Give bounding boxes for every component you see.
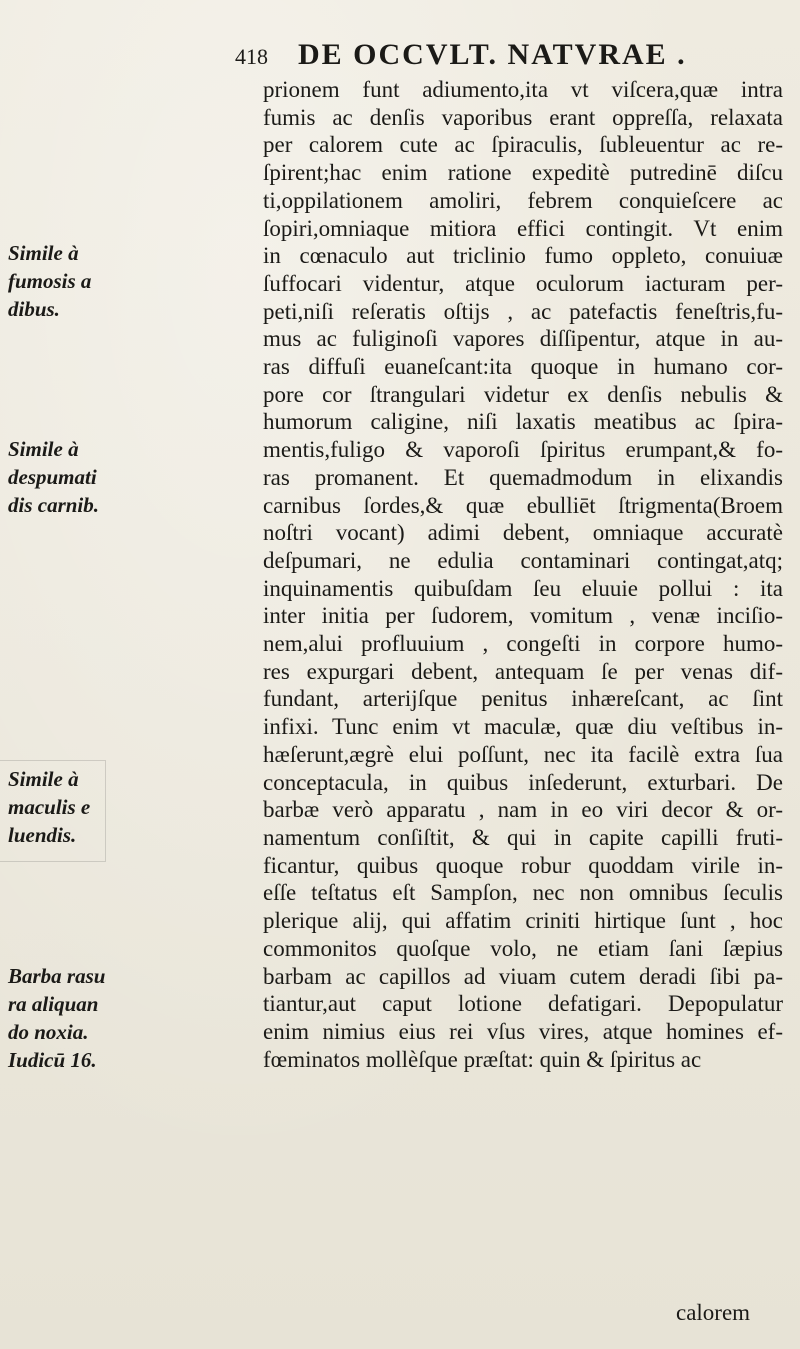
margin-note-line: Simile à [8,437,79,461]
text-line: in cœnaculo aut triclinio fumo oppleto, conuiuæ [263,243,783,269]
margin-note-line: Barba rasu [8,964,106,988]
text-line: ſopiri,omniaque mitiora effici contingit. Vt enim [263,215,783,241]
margin-note [8,435,248,519]
text-line: inquinamentis quibuſdam ſeu eluuie pollui : ita [263,575,783,601]
catchword: calorem [676,1300,751,1325]
text-line: barbam ac capillos ad viuam cutem deradi ſibi pa- [263,963,783,989]
text-line: ras promanent. Et quemadmodum in elixandis [263,464,783,490]
text-line: pore cor ſtrangulari videtur ex denſis nebulis & [263,381,783,407]
text-line: prionem funt adiumento,ita vt viſcera,quæ intra [263,77,783,102]
text-line: enim nimius eius rei vſus vires, atque homines ef- [263,1018,783,1044]
text-line: humorum caligine, niſi laxatis meatibus ac ſpira- [263,409,783,435]
text-line: mus ac fuliginoſi vapores diſſipentur, atque in au- [263,326,783,352]
margin-note-line: despumati [8,465,97,489]
text-line: carnibus ſordes,& quæ ebulliēt ſtrigmenta(Broem [263,492,783,518]
margin-note-line: luendis. [8,823,77,847]
margin-note [8,765,248,849]
page-number: 418 [235,44,268,69]
margin-note-line: Simile à [8,241,79,265]
margin-note [8,239,248,323]
text-line: per calorem cute ac ſpiraculis, ſubleuentur ac re- [263,132,783,158]
margin-note-line: fumosis a [8,269,92,293]
text-line: namentum conſiſtit, & qui in capite capilli fruti- [263,824,783,850]
body-text [263,76,783,1073]
margin-note-line: Iudicū 16. [8,1048,97,1072]
text-line: ſpirent;hac enim ratione expeditè putredinē diſcu [263,160,783,186]
text-line: conceptacula, in quibus inſederunt, exturbari. De [263,769,783,795]
text-line: barbæ verò apparatu , nam in eo viri decor & or- [263,797,783,823]
text-line: infixi. Tunc enim vt maculæ, quæ diu veſtibus in- [263,714,783,740]
text-line: ti,oppilationem amoliri, febrem conquieſcere ac [263,187,783,213]
text-line: peti,niſi reſeratis oſtijs , ac patefactis feneſtris,fu- [263,298,783,324]
text-line: eſſe teſtatus eſt Sampſon, nec non omnibus ſeculis [263,880,783,906]
text-line: plerique alij, qui affatim criniti hirtique ſunt , hoc [263,908,783,934]
text-line: noſtri vocant) adimi debent, omniaque accuratè [263,520,783,546]
text-line: commonitos quoſque volo, ne etiam ſani ſæpius [263,935,783,961]
text-line: tiantur,aut caput lotione defatigari. Depopulatur [263,991,783,1017]
margin-note-line: Simile à [8,767,79,791]
text-line: fundant, arterijſque penitus inhæreſcant, ac ſint [263,686,783,712]
text-line: ficantur, quibus quoque robur quoddam virile in- [263,852,783,878]
text-line: mentis,fuligo & vaporoſi ſpiritus erumpant,& fo- [263,437,783,463]
text-line: fumis ac denſis vaporibus erant oppreſſa, relaxata [263,104,783,130]
margin-note-line: ra aliquan [8,992,99,1016]
page-title: DE OCCVLT. NATVRAE . [298,38,687,71]
running-head [235,38,687,72]
text-line: hæſerunt,ægrè elui poſſunt, nec ita facilè extra ſua [263,741,783,767]
text-line: fœminatos mollèſque præſtat: quin & ſpiritus ac [263,1046,702,1072]
margin-note-line: do noxia. [8,1020,89,1044]
margin-note-line: dis carnib. [8,493,100,517]
margin-note-line: dibus. [8,297,60,321]
text-line: ras diffuſi euaneſcant:ita quoque in humano cor- [263,354,783,380]
text-line: nem,alui profluuium , congeſti in corpore humo- [263,631,783,657]
text-line: inter initia per ſudorem, vomitum , venæ inciſio- [263,603,783,629]
margin-note [8,962,248,1074]
text-line: ſuffocari videntur, atque oculorum iacturam per- [263,270,783,296]
margin-note-line: maculis e [8,795,91,819]
text-line: res expurgari debent, antequam ſe per venas dif- [263,658,783,684]
text-line: deſpumari, ne edulia contaminari contingat,atq; [263,547,783,573]
